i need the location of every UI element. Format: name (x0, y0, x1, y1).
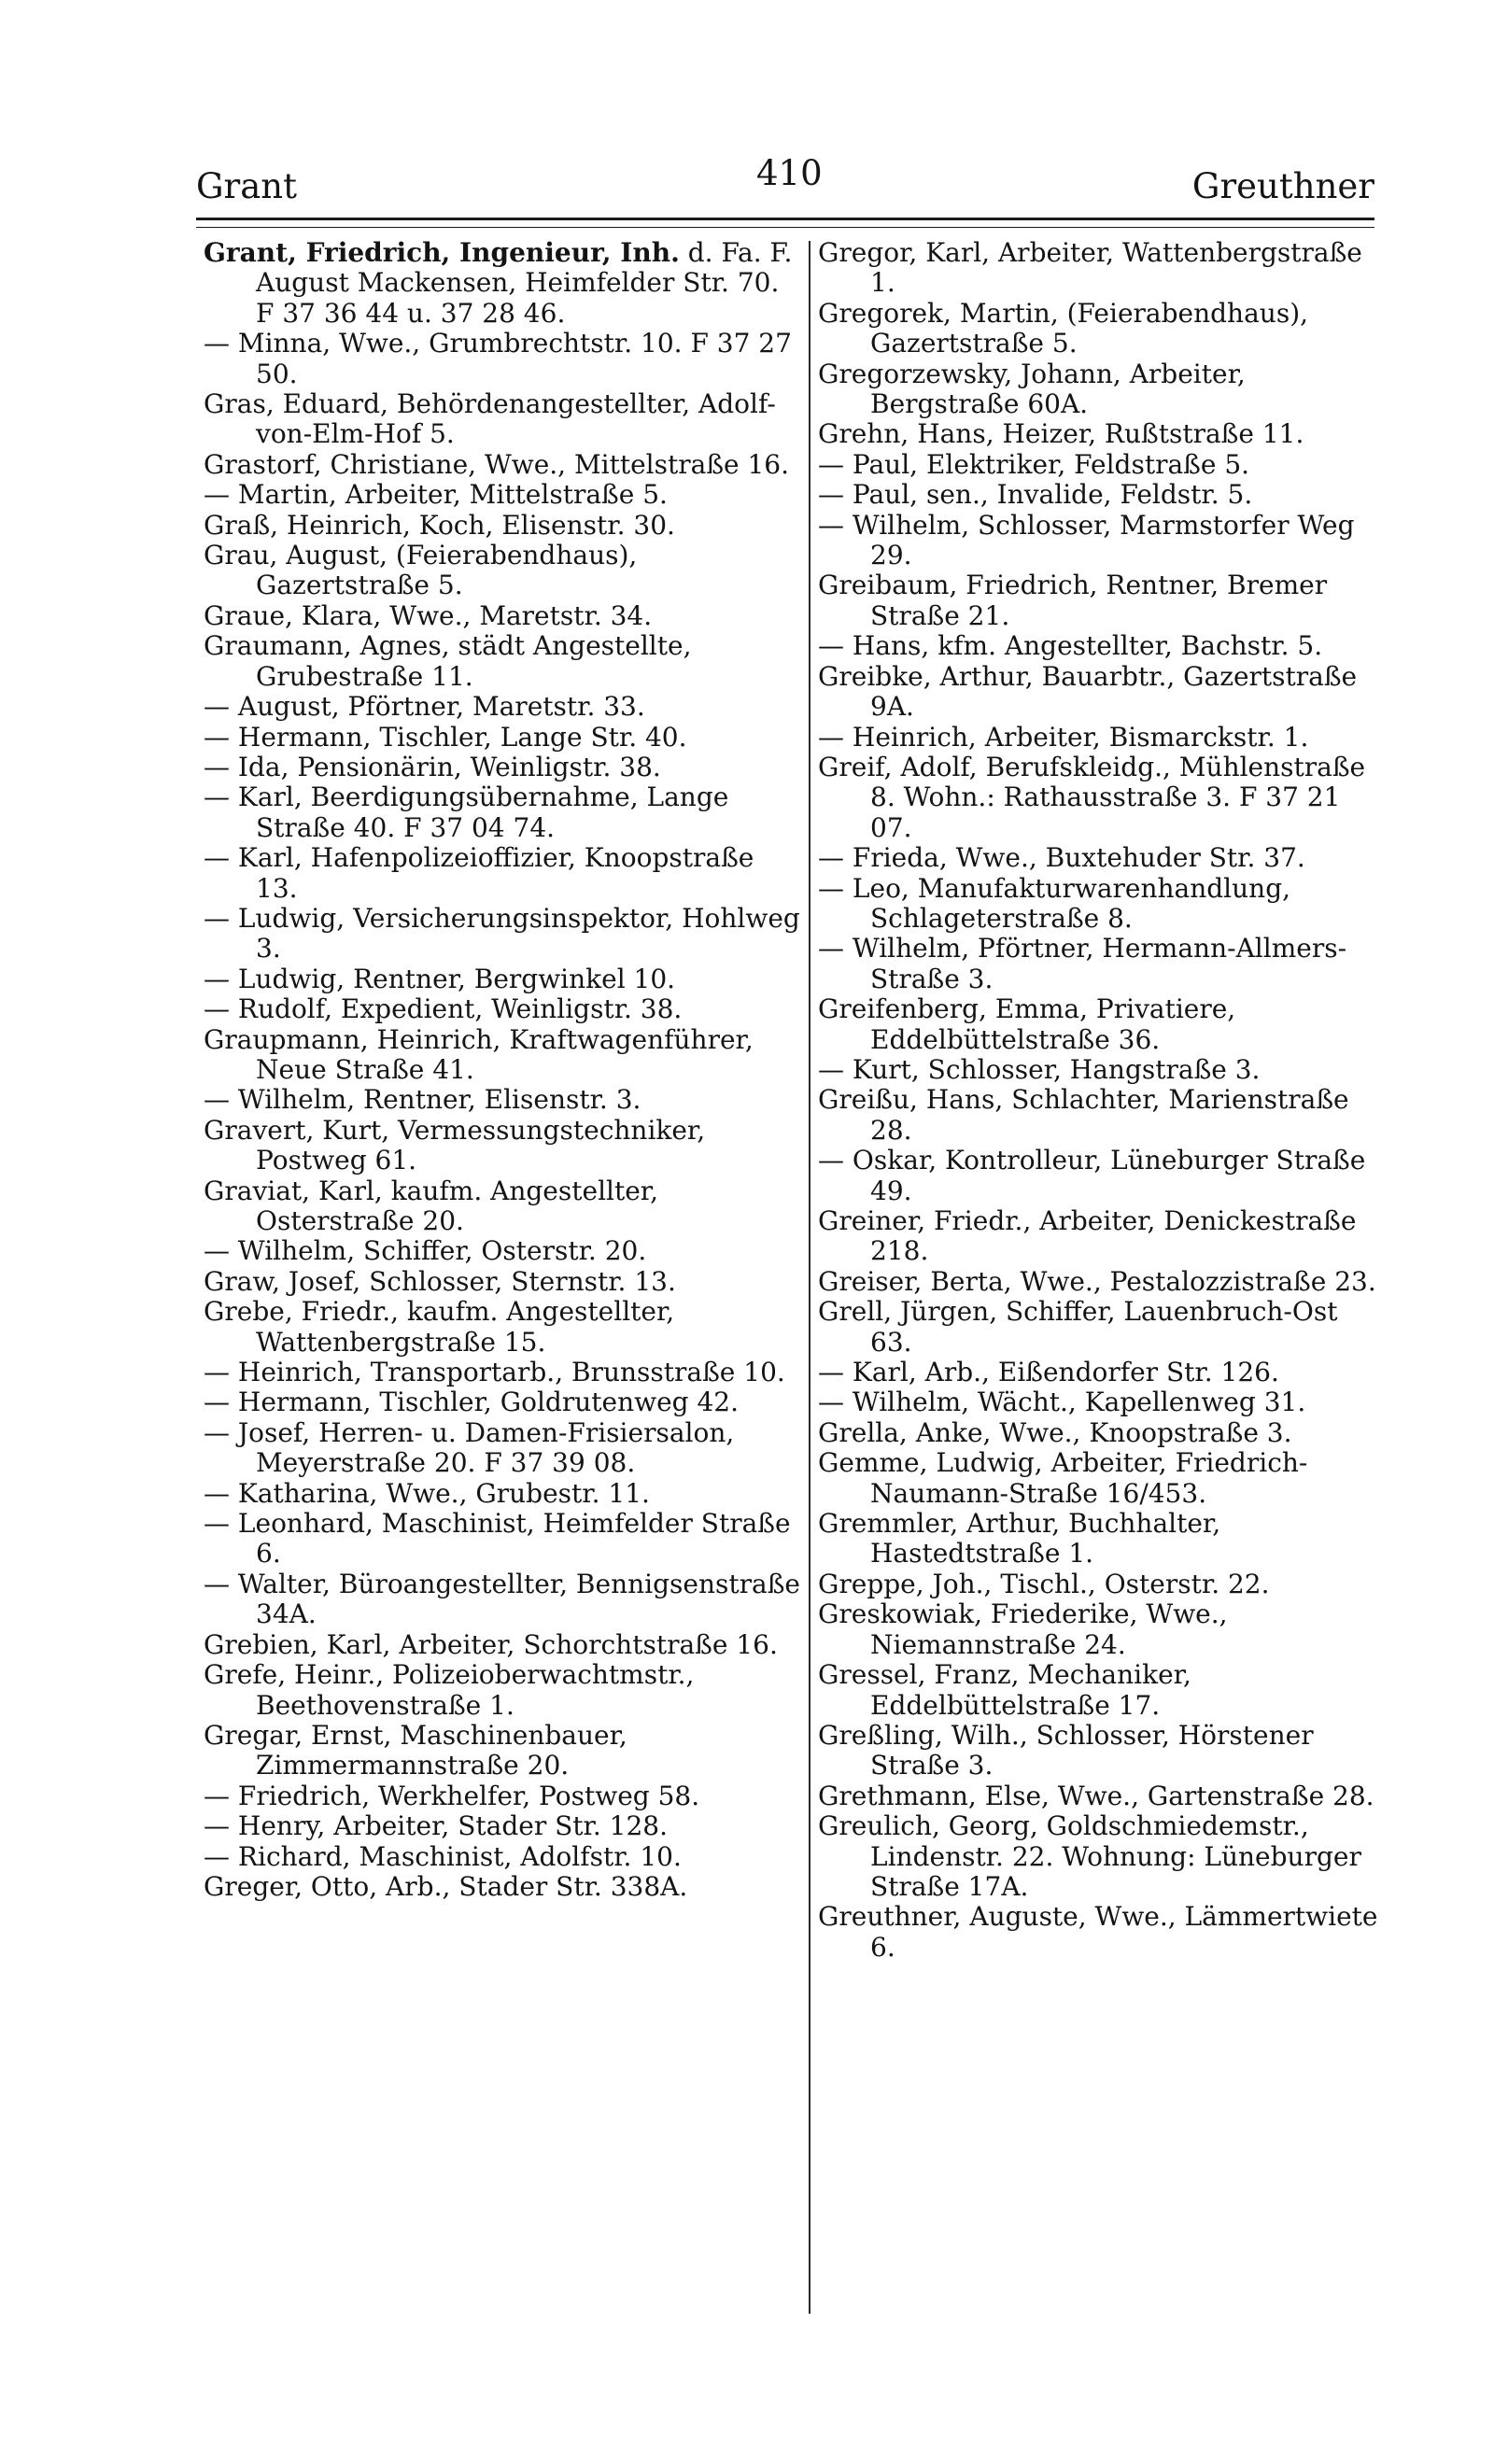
page-number: 410 (756, 153, 823, 193)
directory-entry: — Wilhelm, Rentner, Elisenstr. 3. (204, 1084, 641, 1116)
directory-entry: — Martin, Arbeiter, Mittelstraße 5. (204, 479, 668, 511)
directory-entry: Gregor, Karl, Arbeiter, Wattenbergstraße 1. (818, 237, 1362, 299)
directory-entry: — Ludwig, Versicherungsinspektor, Hohlweg 3. (204, 902, 800, 964)
directory-entry: Greppe, Joh., Tischl., Osterstr. 22. (818, 1568, 1270, 1599)
directory-entry: Graumann, Agnes, städt Angestellte, Grubestraße 11. (204, 630, 692, 692)
directory-entry: Greibke, Arthur, Bauarbtr., Gazertstraße 9A. (818, 660, 1358, 723)
directory-entry: Greiner, Friedr., Arbeiter, Denickestraße 218. (818, 1205, 1357, 1267)
directory-entry: Greuthner, Auguste, Wwe., Lämmertwiete 6. (818, 1901, 1378, 1963)
directory-entry: — Katharina, Wwe., Grubestr. 11. (204, 1477, 650, 1509)
directory-entry: Greifenberg, Emma, Privatiere, Eddelbüttelstraße 36. (818, 993, 1236, 1055)
directory-entry: — Heinrich, Arbeiter, Bismarckstr. 1. (818, 721, 1309, 753)
directory-entry: — August, Pförtner, Maretstr. 33. (204, 691, 645, 723)
directory-entry: — Heinrich, Transportarb., Brunsstraße 10. (204, 1357, 785, 1388)
directory-entry: Gravert, Kurt, Vermessungstechniker, Postweg 61. (204, 1114, 706, 1176)
directory-entry: Graß, Heinrich, Koch, Elisenstr. 30. (204, 509, 675, 541)
directory-entry: — Paul, Elektriker, Feldstraße 5. (818, 448, 1250, 480)
directory-entry: — Ida, Pensionärin, Weinligstr. 38. (204, 751, 661, 782)
directory-entry: — Rudolf, Expedient, Weinligstr. 38. (204, 993, 683, 1025)
directory-entry: — Karl, Hafenpolizeioffizier, Knoopstraße 13. (204, 842, 754, 904)
header-rule (196, 218, 1374, 220)
header-rule-thin (196, 227, 1374, 228)
directory-entry: — Ludwig, Rentner, Bergwinkel 10. (204, 963, 676, 994)
directory-entry: — Hermann, Tischler, Lange Str. 40. (204, 721, 687, 753)
directory-entry: — Wilhelm, Pförtner, Hermann-Allmers-Straße 3. (818, 933, 1347, 994)
directory-entry: Grell, Jürgen, Schiffer, Lauenbruch-Ost 63. (818, 1296, 1338, 1358)
directory-entry: Graupmann, Heinrich, Kraftwagenführer, Neue Straße 41. (204, 1023, 754, 1085)
directory-entry: Grethmann, Else, Wwe., Gartenstraße 28. (818, 1780, 1374, 1811)
directory-entry: Gremmler, Arthur, Buchhalter, Hastedtstraße 1. (818, 1508, 1221, 1570)
column-divider (809, 241, 810, 2314)
directory-entry: Graviat, Karl, kaufm. Angestellter, Osterstraße 20. (204, 1175, 659, 1236)
directory-entry: Gregorek, Martin, (Feierabendhaus), Gazertstraße 5. (818, 297, 1309, 359)
directory-entry: Graue, Klara, Wwe., Maretstr. 34. (204, 599, 653, 631)
directory-entry: — Paul, sen., Invalide, Feldstr. 5. (818, 479, 1253, 511)
right-column (818, 238, 1378, 1963)
directory-entry: — Josef, Herren- u. Damen-Frisiersalon, Meyerstraße 20. F 37 39 08. (204, 1416, 735, 1479)
directory-entry: — Hermann, Tischler, Goldrutenweg 42. (204, 1387, 740, 1418)
directory-entry: Graw, Josef, Schlosser, Sternstr. 13. (204, 1265, 676, 1297)
header-last-name: Greuthner (1191, 166, 1374, 206)
directory-entry: — Wilhelm, Schiffer, Osterstr. 20. (204, 1235, 647, 1267)
directory-entry: Greßling, Wilh., Schlosser, Hörstener Straße 3. (818, 1719, 1314, 1781)
directory-entry: Greiser, Berta, Wwe., Pestalozzistraße 23. (818, 1265, 1376, 1297)
directory-entry: Greskowiak, Friederike, Wwe., Niemannstraße 24. (818, 1598, 1228, 1660)
directory-entry: — Wilhelm, Wächt., Kapellenweg 31. (818, 1387, 1306, 1418)
directory-entry: — Kurt, Schlosser, Hangstraße 3. (818, 1053, 1261, 1085)
directory-entry: — Karl, Arb., Eißendorfer Str. 126. (818, 1357, 1279, 1388)
left-column (204, 238, 801, 1902)
page-header (196, 153, 1374, 222)
directory-entry: — Oskar, Kontrolleur, Lüneburger Straße 49. (818, 1145, 1366, 1206)
directory-entry: Grant, Friedrich, Ingenieur, Inh. d. Fa. F. August Mackensen, Heimfelder Str. 70. F 37 36 44 u. 37 28 46. (204, 237, 793, 329)
directory-entry: Grau, August, (Feierabendhaus), Gazertstraße 5. (204, 540, 638, 601)
header-first-name: Grant (196, 166, 298, 206)
directory-entry: Gressel, Franz, Mechaniker, Eddelbüttelstraße 17. (818, 1659, 1191, 1721)
directory-entry: Greif, Adolf, Berufskleidg., Mühlenstraße 8. Wohn.: Rathausstraße 3. F 37 21 07. (818, 751, 1366, 843)
directory-entry: Grefe, Heinr., Polizeioberwachtmstr., Beethovenstraße 1. (204, 1659, 695, 1721)
directory-entry: — Karl, Beerdigungsübernahme, Lange Straße 40. F 37 04 74. (204, 781, 729, 843)
directory-entry: — Wilhelm, Schlosser, Marmstorfer Weg 29. (818, 509, 1355, 571)
directory-entry: Greibaum, Friedrich, Rentner, Bremer Straße 21. (818, 570, 1328, 631)
directory-entry: Gemme, Ludwig, Arbeiter, Friedrich-Naumann-Straße 16/453. (818, 1447, 1308, 1509)
directory-entry: — Henry, Arbeiter, Stader Str. 128. (204, 1810, 668, 1842)
directory-entry: Gregorzewsky, Johann, Arbeiter, Bergstraße 60A. (818, 358, 1246, 420)
directory-entry: — Hans, kfm. Angestellter, Bachstr. 5. (818, 630, 1323, 662)
directory-entry: Grella, Anke, Wwe., Knoopstraße 3. (818, 1416, 1292, 1448)
directory-entry: — Frieda, Wwe., Buxtehuder Str. 37. (818, 842, 1305, 874)
directory-entry: Grebien, Karl, Arbeiter, Schorchtstraße 16. (204, 1628, 778, 1660)
directory-entry: Gras, Eduard, Behördenangestellter, Adolf-von-Elm-Hof 5. (204, 388, 776, 450)
directory-entry: — Walter, Büroangestellter, Bennigsenstraße 34A. (204, 1568, 800, 1630)
directory-entry: — Richard, Maschinist, Adolfstr. 10. (204, 1840, 682, 1872)
directory-entry: Grehn, Hans, Heizer, Rußtstraße 11. (818, 418, 1304, 450)
directory-entry: Greulich, Georg, Goldschmiedemstr., Lindenstr. 22. Wohnung: Lüneburger Straße 17A. (818, 1810, 1361, 1902)
directory-entry: Grastorf, Christiane, Wwe., Mittelstraße 16. (204, 448, 790, 480)
directory-entry: — Minna, Wwe., Grumbrechtstr. 10. F 37 27 50. (204, 328, 792, 389)
directory-entry: — Leo, Manufakturwarenhandlung, Schlageterstraße 8. (818, 872, 1291, 934)
directory-entry: Grebe, Friedr., kaufm. Angestellter, Wattenbergstraße 15. (204, 1296, 675, 1358)
directory-entry: — Friedrich, Werkhelfer, Postweg 58. (204, 1780, 700, 1811)
directory-entry: — Leonhard, Maschinist, Heimfelder Straße 6. (204, 1508, 791, 1570)
directory-entry: Greißu, Hans, Schlachter, Marienstraße 28. (818, 1084, 1349, 1146)
directory-entry: Gregar, Ernst, Maschinenbauer, Zimmermannstraße 20. (204, 1719, 627, 1781)
directory-entry: Greger, Otto, Arb., Stader Str. 338A. (204, 1870, 688, 1902)
